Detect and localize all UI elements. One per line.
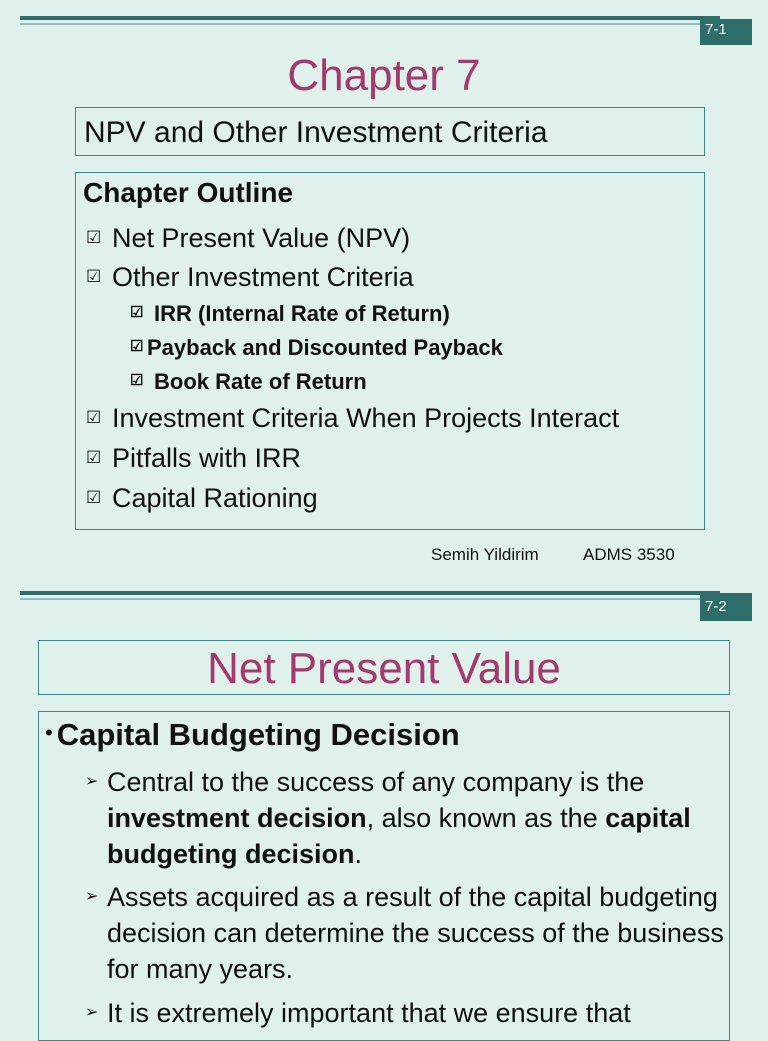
outline-subitem: ☑ Payback and Discounted Payback xyxy=(130,335,503,360)
checkbox-checked-icon: ☑ xyxy=(86,408,102,427)
checkbox-checked-icon: ☑ xyxy=(130,338,144,355)
bullet-item: ➢ It is extremely important that we ensure that xyxy=(107,995,727,1031)
arrowhead-bullet-icon: ➢ xyxy=(85,888,99,905)
top-rule-thick xyxy=(20,591,720,595)
outline-item: ☑ Other Investment Criteria xyxy=(86,262,414,292)
content-box xyxy=(38,711,730,1041)
footer-course: ADMS 3530 xyxy=(583,545,675,564)
bullet-item: ➢ Central to the success of any company is the investment decision, also known as the capital budgeting decision. xyxy=(107,764,727,872)
checkbox-checked-icon: ☑ xyxy=(86,488,102,507)
checkbox-checked-icon: ☑ xyxy=(86,267,102,286)
bullet-dot: • xyxy=(45,720,53,745)
outline-box xyxy=(75,172,705,530)
footer-author: Semih Yildirim xyxy=(431,545,539,564)
subtitle-box xyxy=(75,107,705,156)
checkbox-checked-icon: ☑ xyxy=(86,448,102,467)
slide-number: 7-2 xyxy=(700,593,752,621)
checkbox-checked-icon: ☑ xyxy=(130,372,144,389)
outline-item: ☑ Investment Criteria When Projects Interact xyxy=(86,403,620,433)
slide-title: Net Present Value xyxy=(207,644,561,693)
chapter-subtitle: NPV and Other Investment Criteria xyxy=(84,116,548,149)
outline-item: ☑ Net Present Value (NPV) xyxy=(86,223,411,253)
top-rule-thin xyxy=(20,598,720,600)
bullet-item: ➢ Assets acquired as a result of the capital budgeting decision can determine the success of the business for many years. xyxy=(107,879,727,987)
checkbox-checked-icon: ☑ xyxy=(130,304,144,321)
outline-item: ☑ Pitfalls with IRR xyxy=(86,443,302,473)
outline-heading: Chapter Outline xyxy=(83,177,294,208)
top-rule-thick xyxy=(20,16,720,20)
chapter-title: Chapter 7 xyxy=(287,51,481,100)
section-heading: • Capital Budgeting Decision xyxy=(45,717,460,752)
top-rule-thin xyxy=(20,23,720,25)
slide-number: 7-1 xyxy=(700,19,752,45)
arrowhead-bullet-icon: ➢ xyxy=(85,1004,99,1021)
arrowhead-bullet-icon: ➢ xyxy=(85,773,99,790)
title-box xyxy=(38,640,730,695)
outline-subitem: ☑ Book Rate of Return xyxy=(130,369,367,394)
checkbox-checked-icon: ☑ xyxy=(86,228,102,247)
outline-item: ☑ Capital Rationing xyxy=(86,483,318,513)
outline-subitem: ☑ IRR (Internal Rate of Return) xyxy=(130,301,450,326)
